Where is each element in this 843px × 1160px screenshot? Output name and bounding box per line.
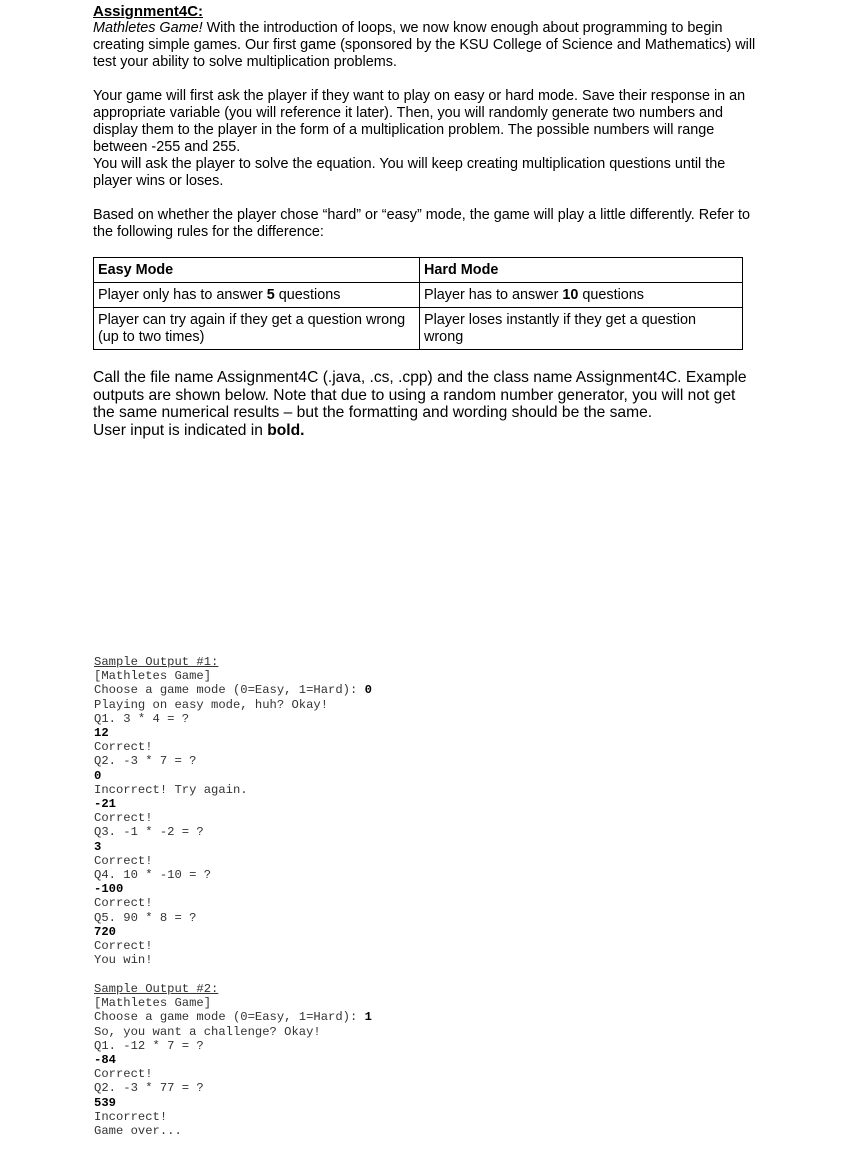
console-line — [94, 811, 372, 825]
hard-question-count: Player has to answer 10 questions — [420, 283, 743, 308]
console-line — [94, 1053, 372, 1067]
console-line — [94, 825, 372, 839]
console-line — [94, 1124, 372, 1138]
console-line — [94, 925, 372, 939]
console-line — [94, 740, 372, 754]
sample-output-heading: Sample Output #1: — [94, 655, 219, 669]
console-text: Q2. -3 * 77 = ? — [94, 1081, 204, 1096]
console-text: Incorrect! Try again. — [94, 782, 248, 797]
console-line — [94, 754, 372, 768]
console-line — [94, 769, 372, 783]
console-line — [94, 1039, 372, 1053]
console-text: So, you want a challenge? Okay! — [94, 1024, 321, 1039]
console-text: Incorrect! — [94, 1109, 168, 1124]
easy-retry-rule: Player can try again if they get a question wrong (up to two times) — [94, 308, 420, 350]
assignment-title: Assignment4C: — [93, 3, 204, 20]
console-line — [94, 669, 372, 683]
user-input: 12 — [94, 726, 109, 741]
console-line — [94, 896, 372, 910]
console-line — [94, 1096, 372, 1110]
sample-output-1 — [94, 655, 372, 967]
user-input: -21 — [94, 797, 116, 812]
user-input: 720 — [94, 924, 116, 939]
sample-output-2 — [94, 982, 372, 1138]
console-text: Q1. 3 * 4 = ? — [94, 711, 190, 726]
console-text: Game over... — [94, 1124, 182, 1139]
mode-rules-table — [93, 257, 743, 350]
user-input: -84 — [94, 1053, 116, 1068]
console-text: Correct! — [94, 853, 153, 868]
user-input: 0 — [364, 683, 372, 698]
intro-text: With the introduction of loops, we now know enough about programming to begin creating simple games. Our first game (sponsored by the KSU College of Science and Mathematics) will test your ability to solve multiplication problems. — [93, 20, 756, 70]
user-input: -100 — [94, 882, 124, 897]
console-line — [94, 1110, 372, 1124]
easy-question-count: Player only has to answer 5 questions — [94, 283, 420, 308]
instructions-paragraph: Your game will first ask the player if they want to play on easy or hard mode. Save their response in an appropriate variable (you will reference it later). Then, you will randomly generate two numbers and display them to the player in the form of a multiplication problem. The possible numbers will range between -255 and 255. — [93, 88, 746, 155]
console-line — [94, 911, 372, 925]
console-line — [94, 953, 372, 967]
console-text: Q5. 90 * 8 = ? — [94, 910, 197, 925]
console-text: [Mathletes Game] — [94, 669, 212, 684]
console-line — [94, 783, 372, 797]
console-text: Q2. -3 * 7 = ? — [94, 754, 197, 769]
user-input: 1 — [364, 1010, 372, 1025]
console-text: Q1. -12 * 7 = ? — [94, 1038, 204, 1053]
console-text: Choose a game mode (0=Easy, 1=Hard): — [94, 683, 365, 698]
console-text: Q4. 10 * -10 = ? — [94, 868, 212, 883]
table-header-row — [94, 258, 743, 283]
console-line — [94, 1010, 372, 1024]
user-input: 3 — [94, 839, 102, 854]
console-line — [94, 882, 372, 896]
console-line — [94, 1067, 372, 1081]
file-naming-paragraph: Call the file name Assignment4C (.java, .cs, .cpp) and the class name Assignment4C. Example outputs are shown below. Note that due to using a random number generator, you will not get the same numerical results – but the formatting and wording should be the same. — [93, 369, 747, 421]
console-text: Q3. -1 * -2 = ? — [94, 825, 204, 840]
hard-retry-rule: Player loses instantly if they get a question wrong — [420, 308, 743, 350]
console-line — [94, 797, 372, 811]
console-text: Correct! — [94, 811, 153, 826]
console-line — [94, 1025, 372, 1039]
console-line — [94, 1081, 372, 1095]
assignment-document — [93, 3, 758, 439]
game-name: Mathletes Game! — [93, 20, 203, 36]
console-text: Playing on easy mode, huh? Okay! — [94, 697, 329, 712]
sample-output-heading: Sample Output #2: — [94, 982, 219, 996]
console-line — [94, 868, 372, 882]
loop-paragraph: You will ask the player to solve the equation. You will keep creating multiplication questions until the player wins or loses. — [93, 156, 726, 189]
hard-mode-header: Hard Mode — [420, 258, 743, 283]
easy-mode-header: Easy Mode — [94, 258, 420, 283]
console-text: Choose a game mode (0=Easy, 1=Hard): — [94, 1010, 365, 1025]
console-line — [94, 698, 372, 712]
console-text: Correct! — [94, 939, 153, 954]
table-row — [94, 308, 743, 350]
user-input: 0 — [94, 768, 102, 783]
table-row — [94, 283, 743, 308]
console-text: [Mathletes Game] — [94, 996, 212, 1011]
mode-paragraph: Based on whether the player chose “hard” or “easy” mode, the game will play a little differently. Refer to the following rules for the difference: — [93, 207, 750, 240]
console-text: Correct! — [94, 1067, 153, 1082]
console-line — [94, 854, 372, 868]
console-line — [94, 683, 372, 697]
console-line — [94, 939, 372, 953]
console-line — [94, 726, 372, 740]
console-line — [94, 996, 372, 1010]
console-text: Correct! — [94, 896, 153, 911]
console-text: Correct! — [94, 740, 153, 755]
console-line — [94, 712, 372, 726]
user-input-note: User input is indicated in bold. — [93, 421, 305, 439]
console-line — [94, 840, 372, 854]
user-input: 539 — [94, 1095, 116, 1110]
intro-paragraph — [93, 20, 758, 71]
console-text: You win! — [94, 953, 153, 968]
